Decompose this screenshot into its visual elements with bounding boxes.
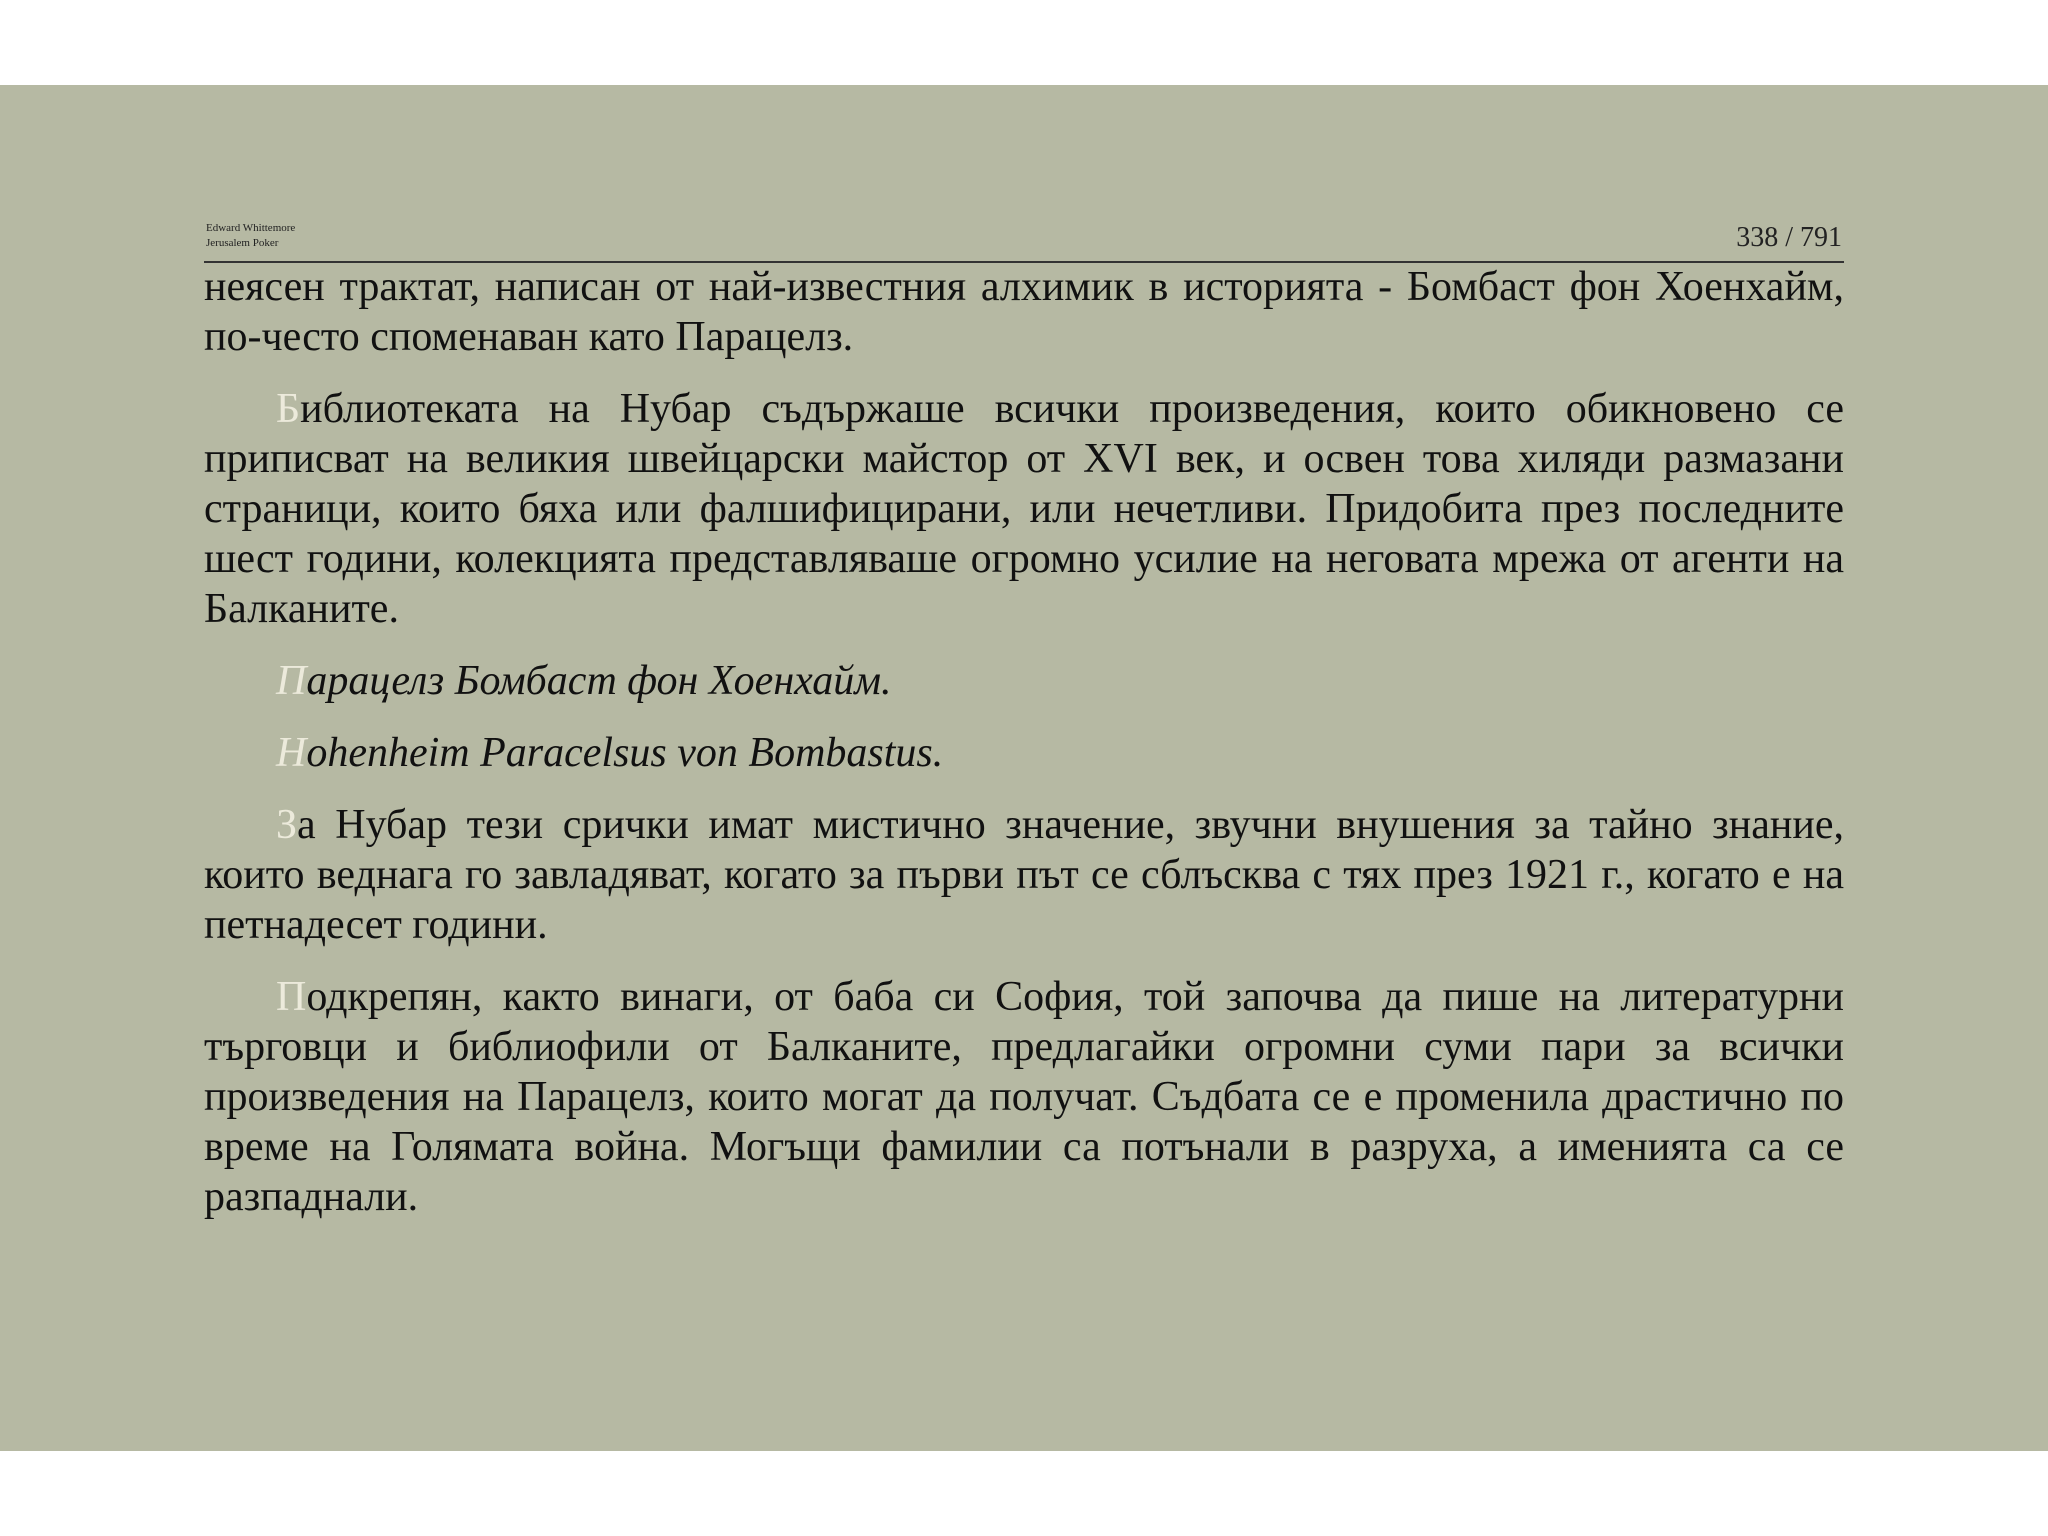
paragraph-continuation — [204, 262, 1844, 362]
paragraph-text: ohenheim Paracelsus von Bombastus. — [306, 730, 944, 776]
paragraph-text: а Нубар тези срички имат мистично значение, звучни внушения за тайно знание, които веднага го завладяват, когато за първи път се сблъсква с тях през 1921 г., когато е на петнадесет години. — [204, 802, 1844, 948]
paragraph-text: неясен трактат, написан от най-известния алхимик в историята - Бомбаст фон Хоенхайм, по-често споменаван като Парацелз. — [204, 264, 1844, 360]
paragraph-text: иблиотеката на Нубар съдържаше всички произведения, които обикновено се приписват на великия швейцарски майстор от XVI век, и освен това хиляди размазани страници, които бяха или фалшифицирани, или нечетливи. Придобита през последните шест години, колекцията представляваше огромно усилие на неговата мрежа от агенти на Балканите. — [204, 386, 1844, 632]
page-indicator: 338 / 791 — [1736, 222, 1842, 253]
paragraph — [204, 800, 1844, 950]
book-title: Jerusalem Poker — [206, 237, 279, 249]
paragraph-italic — [204, 656, 1844, 706]
paragraph-text: одкрепян, както винаги, от баба си София, той започва да пише на литературни търговци и библиофили от Балканите, предлагайки огромни суми пари за всички произведения на Парацелз, които могат да получат. Съдбата се е променила драстично по време на Голямата война. Могъщи фамилии са потънали в разруха, а имeнията са се разпаднали. — [204, 974, 1844, 1220]
page-text[interactable] — [204, 262, 1844, 1244]
running-head — [206, 221, 295, 251]
paragraph-italic — [204, 728, 1844, 778]
dropcap-letter: П — [276, 974, 307, 1020]
dropcap-letter: H — [276, 730, 307, 776]
dropcap-letter: Б — [276, 386, 301, 432]
dropcap-letter: П — [276, 658, 307, 704]
author-name: Edward Whittemore — [206, 222, 296, 234]
paragraph — [204, 972, 1844, 1222]
dropcap-letter: З — [276, 802, 298, 848]
paragraph-text: арацелз Бомбаст фон Хоенхайм. — [306, 658, 892, 704]
paragraph — [204, 384, 1844, 634]
page-header — [204, 137, 1844, 263]
